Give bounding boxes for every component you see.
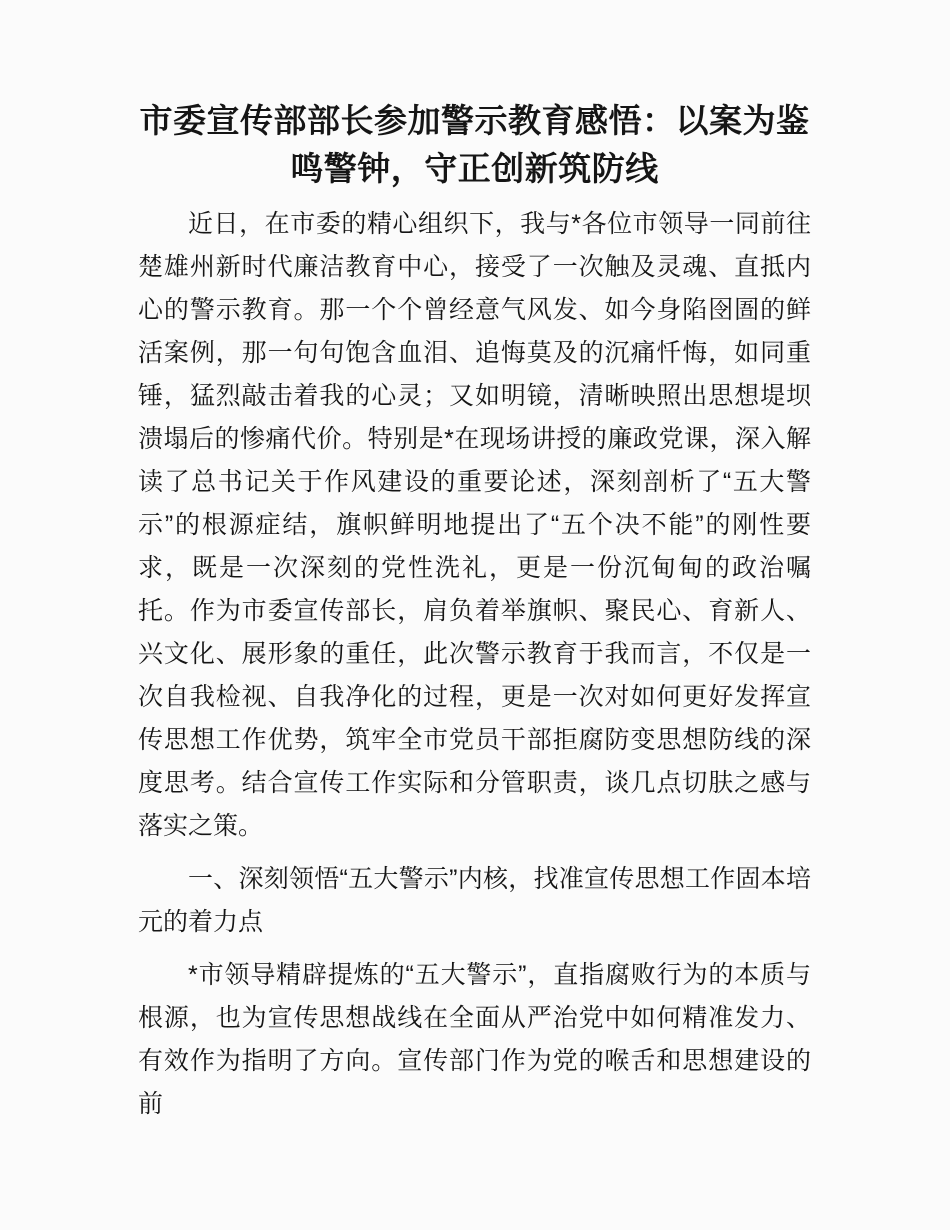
paragraph-intro: 近日，在市委的精心组织下，我与*各位市领导一同前往楚雄州新时代廉洁教育中心，接受了一次触及灵魂、直抵内心的警示教育。那一个个曾经意气风发、如今身陷囹圄的鲜活案例，那一句句饱含血泪、追悔莫及的沉痛忏悔，如同重锤，猛烈敲击着我的心灵；又如明镜，清晰映照出思想堤坝溃塌后的惨痛代价。特别是*在现场讲授的廉政党课，深入解读了总书记关于作风建设的重要论述，深刻剖析了“五大警示”的根源症结，旗帜鲜明地提出了“五个决不能”的刚性要求，既是一次深刻的党性洗礼，更是一份沉甸甸的政治嘱托。作为市委宣传部长，肩负着举旗帜、聚民心、育新人、兴文化、展形象的重任，此次警示教育于我而言，不仅是一次自我检视、自我净化的过程，更是一次对如何更好发挥宣传思想工作优势，筑牢全市党员干部拒腐防变思想防线的深度思考。结合宣传工作实际和分管职责，谈几点切肤之感与落实之策。 — [138, 210, 811, 840]
section-heading-one: 一、深刻领悟“五大警示”内核，找准宣传思想工作固本培元的着力点 — [138, 865, 811, 936]
paragraph-section-one-truncated: *市领导精辟提炼的“五大警示”，直指腐败行为的本质与根源，也为宣传思想战线在全面从严治党中如何精准发力、有效作为指明了方向。宣传部门作为党的喉舌和思想建设的前 — [138, 961, 811, 1118]
document-title: 市委宣传部部长参加警示教育感悟：以案为鉴鸣警钟，守正创新筑防线 — [139, 102, 810, 187]
